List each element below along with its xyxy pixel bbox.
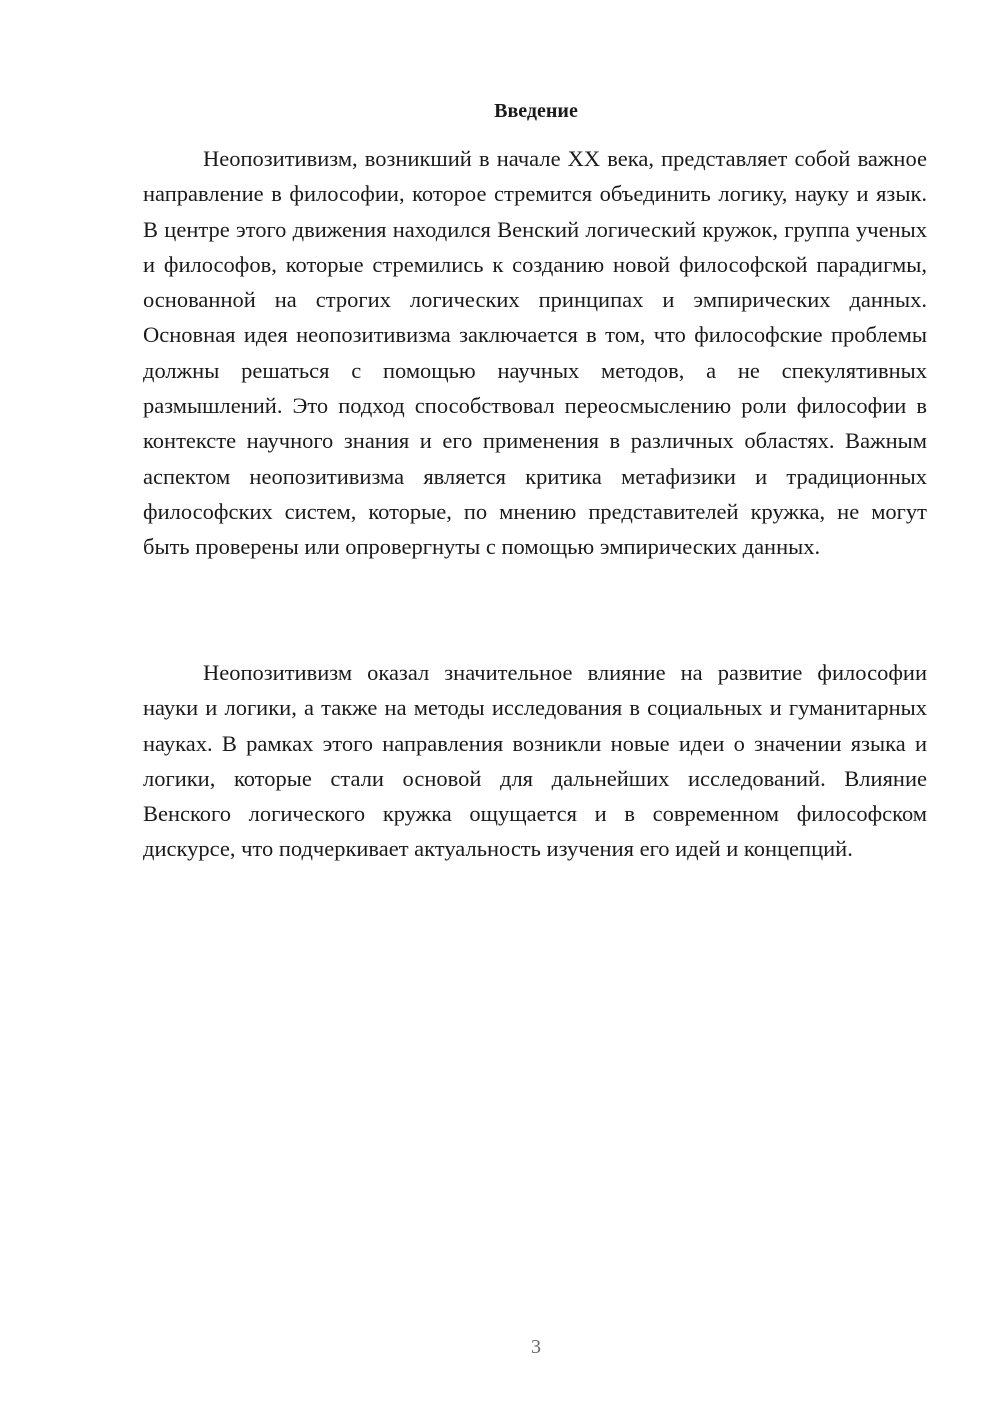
page-number: 3	[531, 1336, 541, 1358]
section-heading: Введение	[494, 100, 578, 122]
paragraph-1: Неопозитивизм, возникший в начале XX века, представляет собой важное направление в философии, которое стремится объединить логику, науку и язык. В центре этого движения находился Венский логический кружок, группа ученых и философов, которые стремились к созданию новой философской парадигмы, основанной на строгих логических принципах и эмпирических данных. Основная идея неопозитивизма заключается в том, что философские проблемы должны решаться с помощью научных методов, а не спекулятивных размышлений. Это подход способствовал переосмыслению роли философии в контексте научного знания и его применения в различных областях. Важным аспектом неопозитивизма является критика метафизики и традиционных философских систем, которые, по мнению представителей кружка, не могут быть проверены или опровергнуты с помощью эмпирических данных.	[143, 146, 927, 560]
paragraph-2: Неопозитивизм оказал значительное влияние на развитие философии науки и логики, а также на методы исследования в социальных и гуманитарных науках. В рамках этого направления возникли новые идеи о значении языка и логики, которые стали основой для дальнейших исследований. Влияние Венского логического кружка ощущается и в современном философском дискурсе, что подчеркивает актуальность изучения его идей и концепций.	[143, 660, 927, 862]
